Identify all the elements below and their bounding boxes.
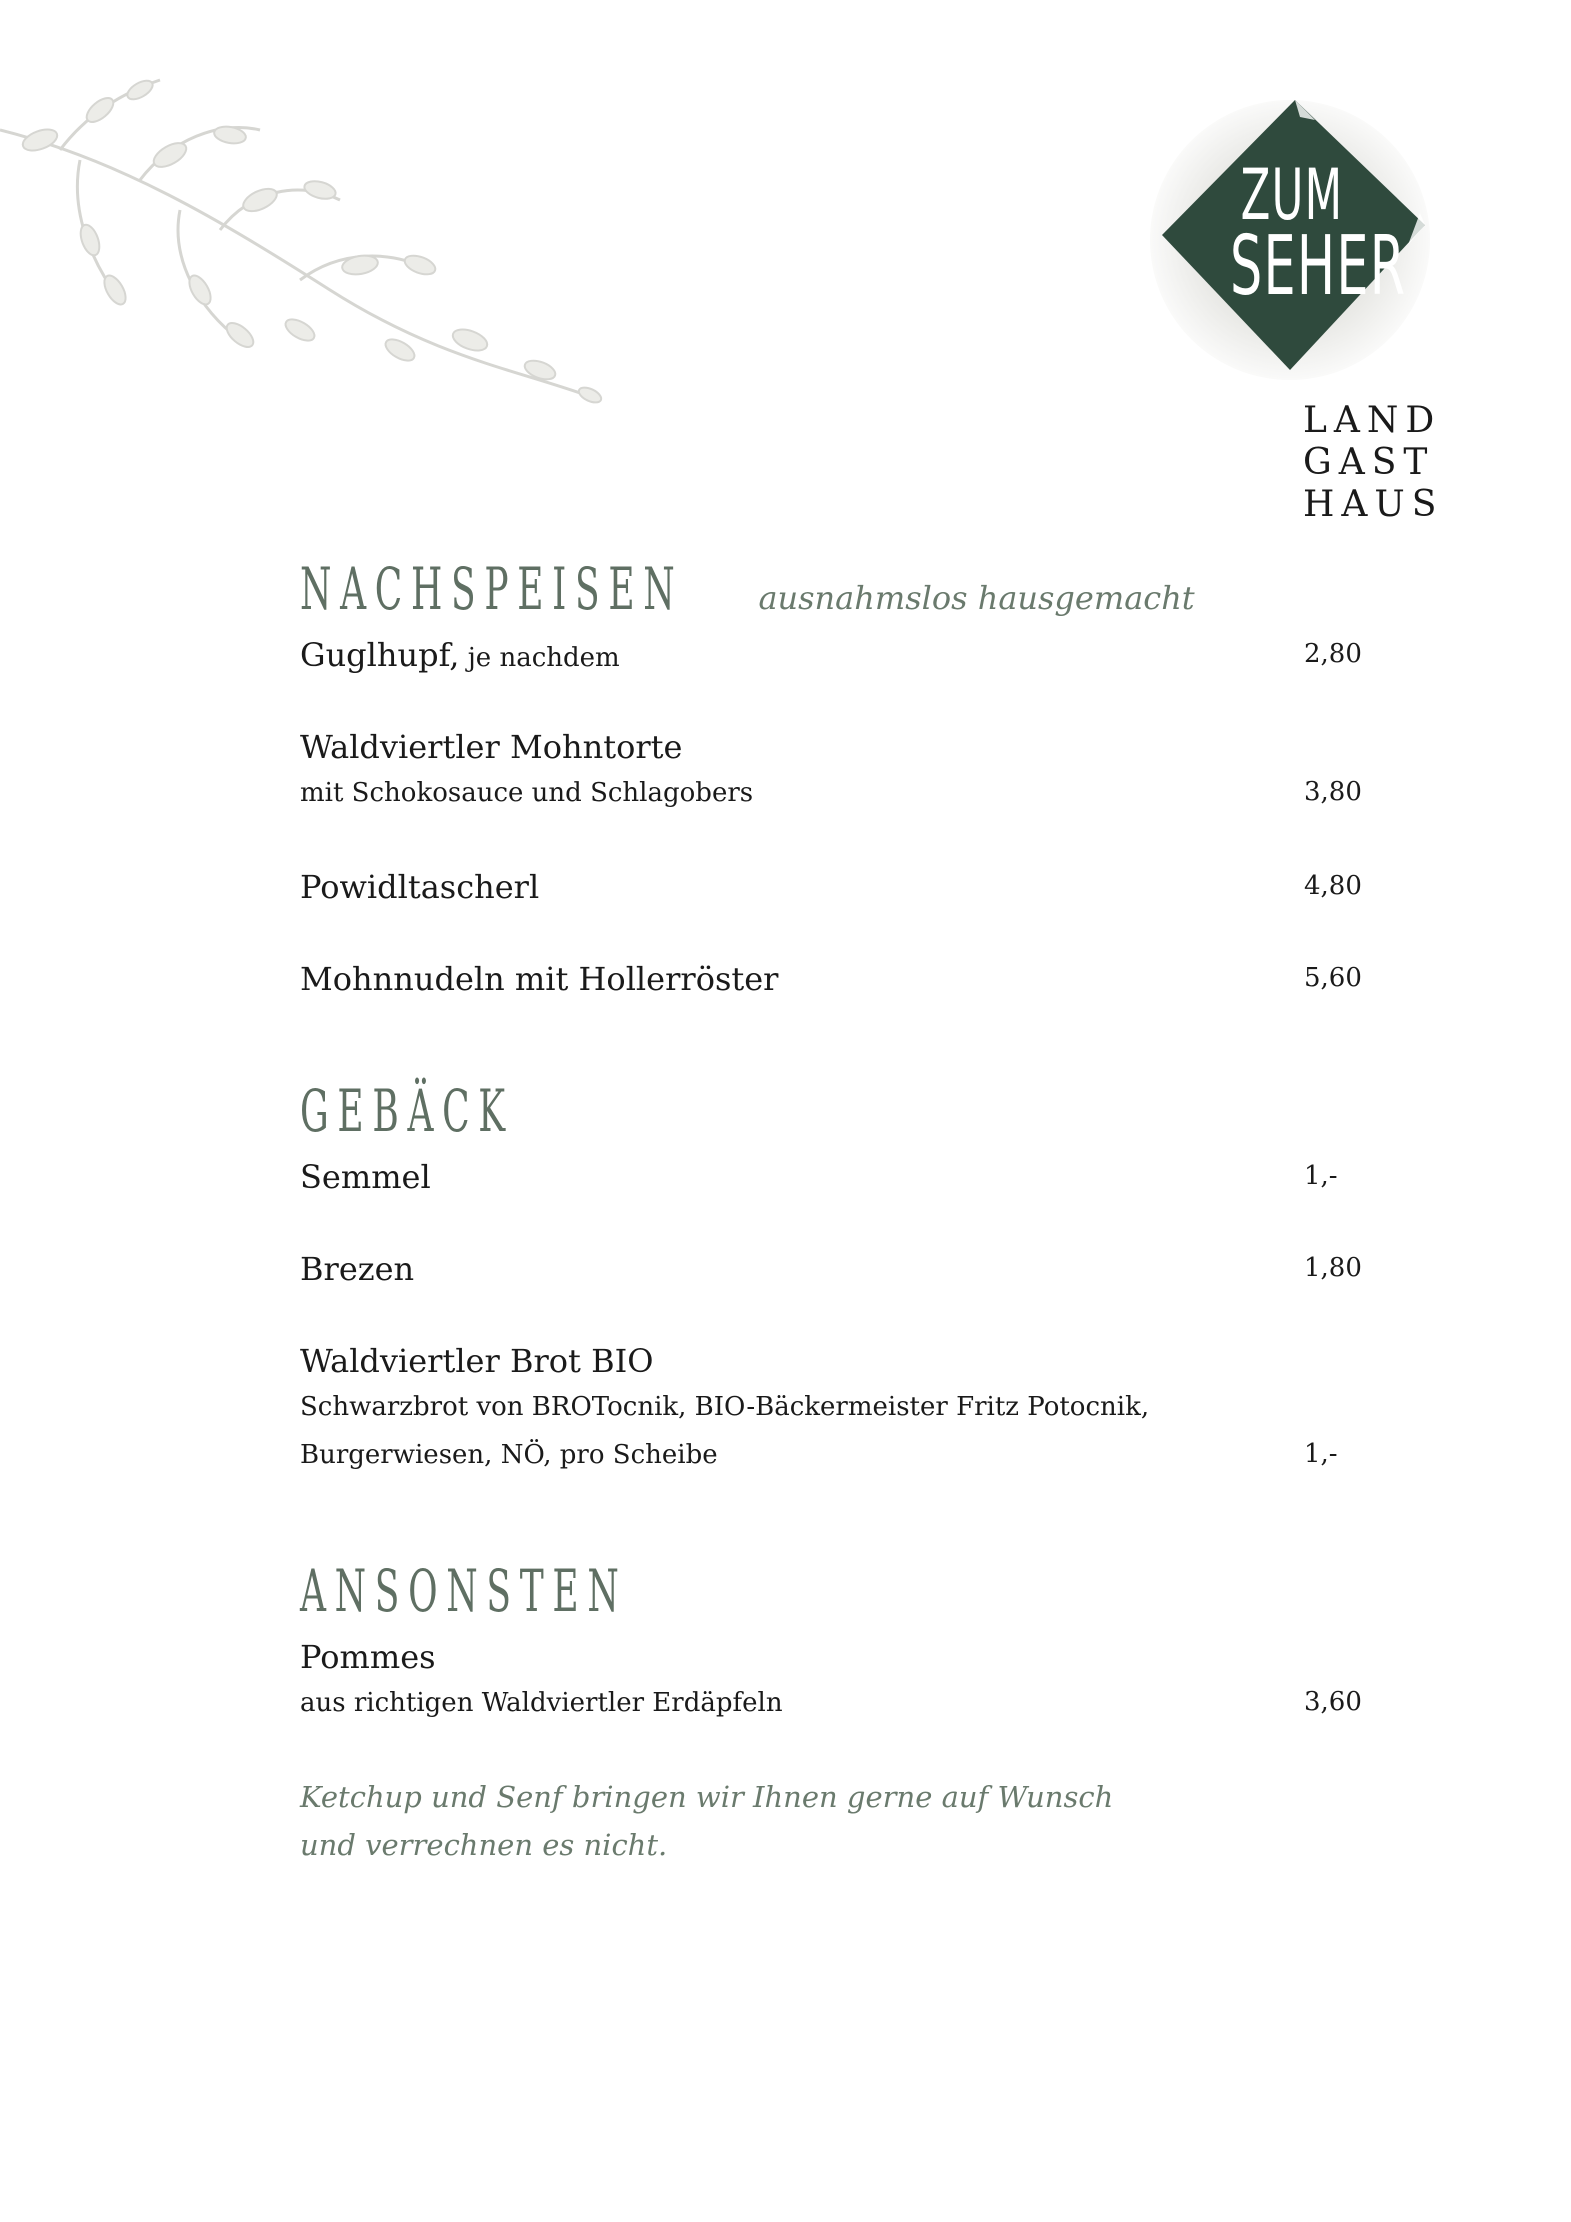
item-note: je nachdem xyxy=(459,643,620,673)
item-price: 4,80 xyxy=(1304,871,1362,901)
menu-item xyxy=(300,1635,1400,1727)
section-gebaeck xyxy=(300,1077,1400,1557)
item-name: Brezen xyxy=(300,1250,415,1288)
item-price: 2,80 xyxy=(1304,639,1362,669)
menu-item xyxy=(300,865,1400,957)
logo-sub-line-3: HAUS xyxy=(1303,484,1444,525)
item-description: Schwarzbrot von BROTocnik, BIO-Bäckermeister Fritz Potocnik, xyxy=(300,1392,1150,1422)
item-price: 1,- xyxy=(1304,1161,1338,1191)
menu-item xyxy=(300,1339,1400,1557)
section-title: NACHSPEISEN xyxy=(300,555,684,623)
logo-line-1: ZUM xyxy=(1240,154,1344,236)
logo-sub-line-1: LAND xyxy=(1303,400,1442,441)
footer-note xyxy=(300,1773,1400,1869)
menu-item xyxy=(300,1247,1400,1339)
section-title: ANSONSTEN xyxy=(300,1557,628,1625)
menu-item xyxy=(300,1155,1400,1247)
logo-wordmark xyxy=(1230,154,1407,314)
item-description: mit Schokosauce und Schlagobers xyxy=(300,778,754,808)
logo-subtitle xyxy=(1303,400,1443,526)
item-name: Guglhupf, je nachdem xyxy=(300,636,620,674)
item-name: Mohnnudeln mit Hollerröster xyxy=(300,960,779,998)
logo-line-2: SEHER xyxy=(1230,219,1407,314)
section-nachspeisen xyxy=(300,555,1400,1077)
section-header xyxy=(300,1557,1400,1635)
item-price: 1,80 xyxy=(1304,1253,1362,1283)
menu-content xyxy=(300,555,1400,1869)
footer-note-line: und verrechnen es nicht. xyxy=(300,1828,668,1862)
menu-item xyxy=(300,957,1400,1077)
item-description: aus richtigen Waldviertler Erdäpfeln xyxy=(300,1688,783,1718)
item-name: Waldviertler Brot BIO xyxy=(300,1342,654,1380)
item-name: Semmel xyxy=(300,1158,431,1196)
herb-branch-decoration xyxy=(0,70,620,450)
item-name: Waldviertler Mohntorte xyxy=(300,728,683,766)
item-price: 1,- xyxy=(1304,1439,1338,1469)
menu-item xyxy=(300,633,1400,725)
section-header xyxy=(300,1077,1400,1155)
section-title: GEBÄCK xyxy=(300,1077,514,1145)
item-name: Powidltascherl xyxy=(300,868,540,906)
section-header xyxy=(300,555,1400,633)
logo-sub-line-2: GAST xyxy=(1303,442,1435,483)
item-price: 5,60 xyxy=(1304,963,1362,993)
section-ansonsten xyxy=(300,1557,1400,1869)
footer-note-line: Ketchup und Senf bringen wir Ihnen gerne auf Wunsch xyxy=(300,1780,1114,1814)
item-name: Pommes xyxy=(300,1638,436,1676)
item-price: 3,80 xyxy=(1304,777,1362,807)
item-description: Burgerwiesen, NÖ, pro Scheibe xyxy=(300,1440,718,1470)
section-subtitle: ausnahmslos hausgemacht xyxy=(758,579,1195,617)
item-price: 3,60 xyxy=(1304,1687,1362,1717)
menu-item xyxy=(300,725,1400,865)
